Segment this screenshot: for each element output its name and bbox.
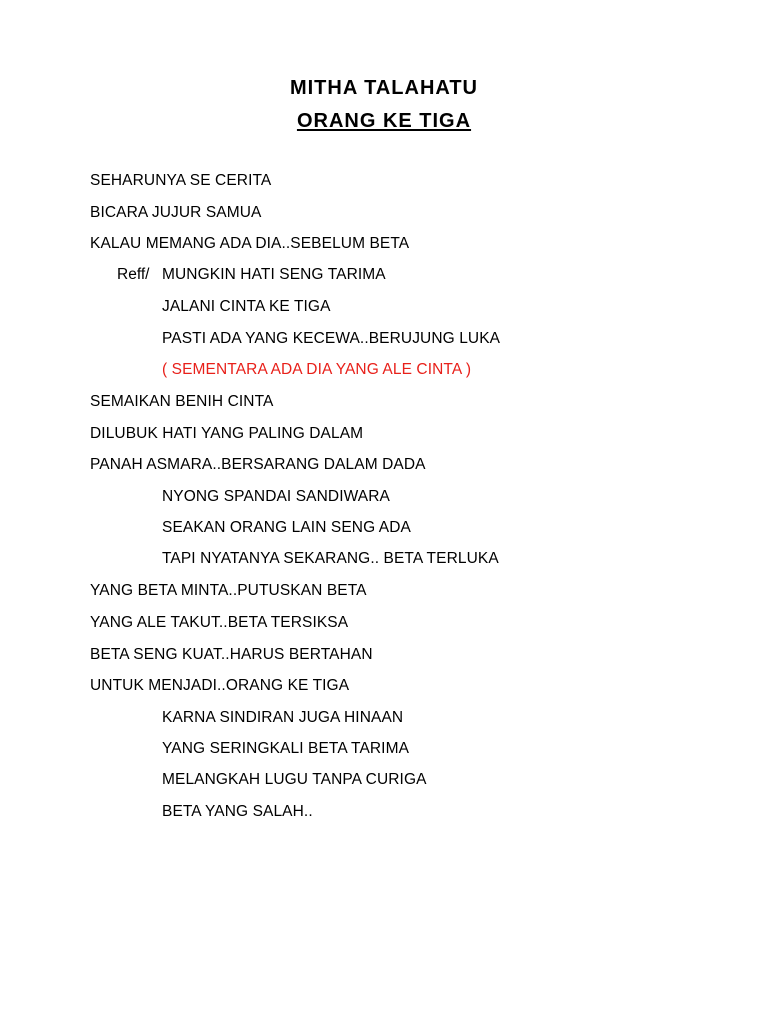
lyric-line: PASTI ADA YANG KECEWA..BERUJUNG LUKA <box>162 330 501 347</box>
lyric-line: MUNGKIN HATI SENG TARIMA <box>162 266 386 283</box>
lyric-line: NYONG SPANDAI SANDIWARA <box>162 488 390 505</box>
lyric-line: TAPI NYATANYA SEKARANG.. BETA TERLUKA <box>162 550 499 567</box>
lyric-line: PANAH ASMARA..BERSARANG DALAM DADA <box>90 456 426 473</box>
lyric-line: BICARA JUJUR SAMUA <box>90 204 262 221</box>
lyric-line: YANG ALE TAKUT..BETA TERSIKSA <box>90 614 349 631</box>
artist-heading: MITHA TALAHATU <box>289 77 479 99</box>
lyric-line: SEAKAN ORANG LAIN SENG ADA <box>162 519 411 536</box>
lyric-line: YANG SERINGKALI BETA TARIMA <box>162 740 410 757</box>
lyric-line: DILUBUK HATI YANG PALING DALAM <box>90 425 364 442</box>
lyric-line: UNTUK MENJADI..ORANG KE TIGA <box>90 677 350 694</box>
lyric-line-highlighted: ( SEMENTARA ADA DIA YANG ALE CINTA ) <box>162 361 472 378</box>
lyric-line: JALANI CINTA KE TIGA <box>162 298 331 315</box>
lyric-line: YANG BETA MINTA..PUTUSKAN BETA <box>90 582 367 599</box>
song-title-heading: ORANG KE TIGA <box>296 110 472 132</box>
lyric-line: KARNA SINDIRAN JUGA HINAAN <box>162 709 404 726</box>
lyric-line: SEMAIKAN BENIH CINTA <box>90 393 274 410</box>
lyric-line: BETA SENG KUAT..HARUS BERTAHAN <box>90 646 373 663</box>
lyric-line: MELANGKAH LUGU TANPA CURIGA <box>162 771 427 788</box>
reff-label: Reff/ <box>117 266 150 283</box>
lyric-line: BETA YANG SALAH.. <box>162 803 313 820</box>
lyric-line: SEHARUNYA SE CERITA <box>90 172 272 189</box>
lyric-line: KALAU MEMANG ADA DIA..SEBELUM BETA <box>90 235 410 252</box>
